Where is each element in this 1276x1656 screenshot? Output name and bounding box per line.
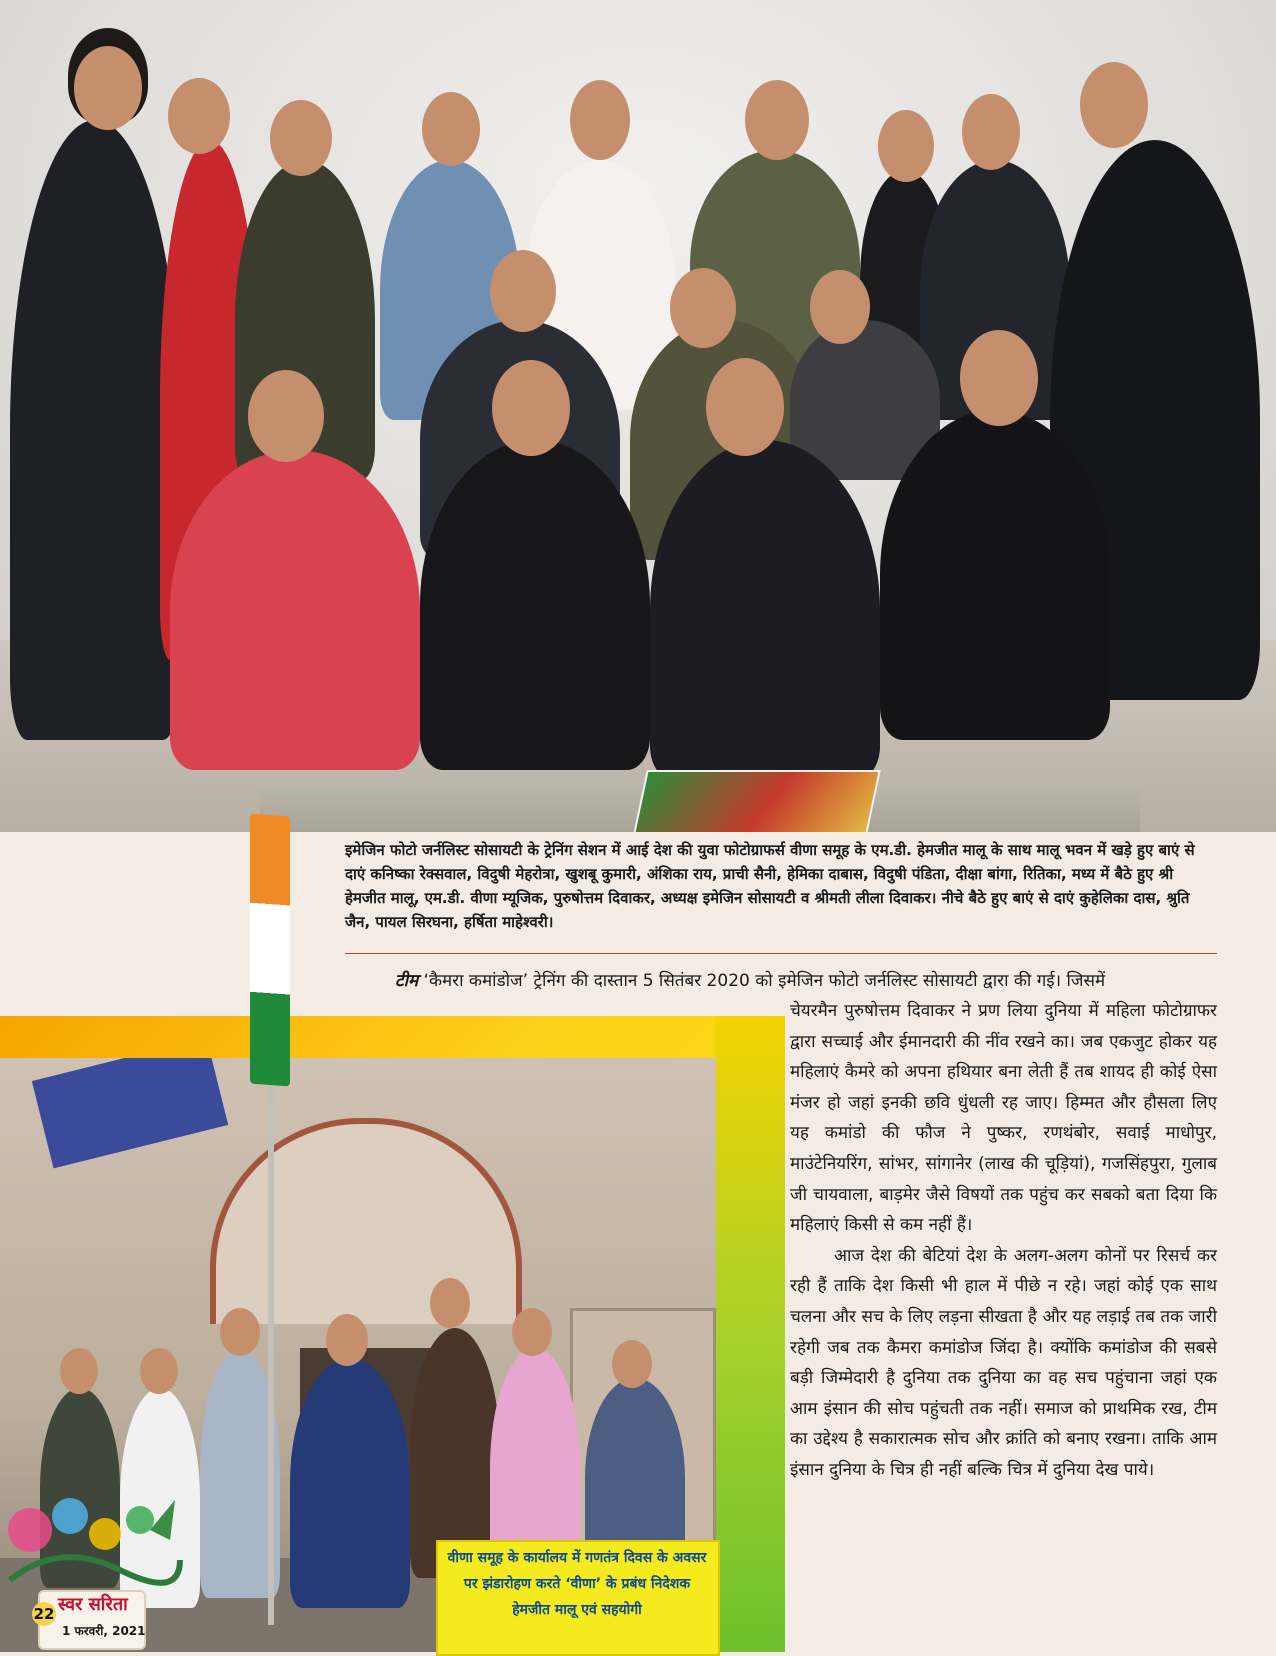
indian-flag	[250, 814, 290, 1087]
article-lead-word: टीम	[395, 971, 419, 991]
head	[960, 330, 1038, 426]
page-number: 22	[32, 1602, 56, 1626]
head	[512, 1308, 552, 1356]
head	[168, 78, 230, 154]
head	[706, 358, 784, 456]
person	[290, 1358, 410, 1608]
article-body	[790, 996, 1217, 1486]
head	[492, 360, 570, 456]
head	[490, 250, 556, 332]
article-intro-text: ‘कैमरा कमांडोज’ ट्रेनिंग की दास्तान 5 सितंबर 2020 को इमेजिन फोटो जर्नलिस्ट सोसायटी द्वारा की गई। जिसमें	[418, 971, 1106, 991]
head	[74, 46, 142, 130]
wall-arch	[210, 1118, 522, 1324]
head	[810, 270, 870, 344]
person-front	[650, 440, 880, 780]
head	[670, 268, 736, 348]
head	[60, 1348, 98, 1394]
person-standing	[10, 120, 180, 740]
person-front	[170, 450, 420, 770]
person-front	[880, 410, 1110, 740]
head	[248, 370, 324, 462]
photo2-caption: वीणा समूह के कार्यालय में गणतंत्र दिवस के अवसर पर झंडारोहण करते ‘वीणा’ के प्रबंध निदेशक हेमजीत मालू एवं सहयोगी	[447, 1550, 707, 1618]
photo2-frame-green	[715, 1016, 785, 1652]
head	[422, 92, 480, 166]
article-paragraph-2: आज देश की बेटियां देश के अलग-अलग कोनों पर रिसर्च कर रही हैं ताकि देश किसी भी हाल में पीछे न रहे। जहां कोई एक साथ चलना और सच के लिए लड़ना सीखता है और यह लड़ाई तब तक जारी रहेगी जब तक कैमरा कमांडोज जिंदा है। क्योंकि कमांडोज की सबसे बड़ी जिम्मेदारी है दुनिया तक दुनिया का वह सच पहुंचाना जहां एक आम इंसान की सोच पहुंचती तक नहीं। समाज को प्राथमिक रख, टीम का उद्देश्य है सकारात्मक सोच और क्रांति को बनाए रखना। ताकि आम इंसान दुनिया के चित्र ही नहीं बल्कि चित्र में दुनिया देख पाये।	[790, 1245, 1217, 1480]
caption-divider	[345, 953, 1217, 954]
magazine-name: स्वर सरिता	[58, 1594, 128, 1615]
article-intro	[395, 966, 1217, 996]
signboard	[32, 1058, 228, 1168]
head	[1080, 62, 1148, 148]
head	[570, 80, 630, 160]
head	[745, 80, 809, 160]
head	[140, 1348, 178, 1394]
head	[878, 110, 934, 182]
article-paragraph-1: चेयरमैन पुरुषोत्तम दिवाकर ने प्रण लिया दुनिया में महिला फोटोग्राफर द्वारा सच्चाई और ईमानदारी की नींव रखने का। जब एकजुट होकर यह महिलाएं कैमरे को अपना हथियार बना लेती हैं तब शायद ही कोई ऐसा मंजर हो जहां इनकी छवि धुंधली रह जाए। हिम्मत और हौसला लिए यह कमांडो की फौज ने पुष्कर, रणथंबोर, सवाई माधोपुर, माउंटेनियरिंग, सांभर, सांगानेर (लाख की चूड़ियां), गजसिंहपुरा, गुलाब जी चायवाला, बाड़मेर जैसे विषयों तक पहुंच कर सबको बता दिया कि महिलाएं किसी से कम नहीं हैं।	[790, 1001, 1217, 1236]
top-photo-caption: इमेजिन फोटो जर्नलिस्ट सोसायटी के ट्रेनिंग सेशन में आई देश की युवा फोटोग्राफर्स वीणा समूह के एम.डी. हेमजीत मालू के साथ मालू भवन में खड़े हुए बाएं से दाएं कनिष्का रेक्सवाल, विदुषी मेहरोत्रा, खुशबू कुमारी, अंशिका राय, प्राची सैनी, हेमिका दाबास, विदुषी पंडिता, दीक्षा बांगा, रितिका, मध्य में बैठे हुए श्री हेमजीत मालू, एम.डी. वीणा म्यूजिक, पुरुषोत्तम दिवाकर, अध्यक्ष इमेजिन सोसायटी व श्रीमती लीला दिवाकर। नीचे बैठे हुए बाएं से दाएं कुहेलिका दास, श्रुति जैन, पायल सिरघना, हर्षिता माहेश्वरी।	[345, 841, 1195, 931]
head	[326, 1314, 368, 1366]
head	[430, 1278, 470, 1328]
person-front	[420, 440, 650, 770]
issue-date: 1 फरवरी, 2021	[62, 1624, 146, 1638]
head	[612, 1340, 652, 1388]
head	[270, 100, 332, 176]
head	[962, 94, 1020, 170]
magazine-on-table	[633, 770, 881, 832]
head	[220, 1308, 260, 1356]
